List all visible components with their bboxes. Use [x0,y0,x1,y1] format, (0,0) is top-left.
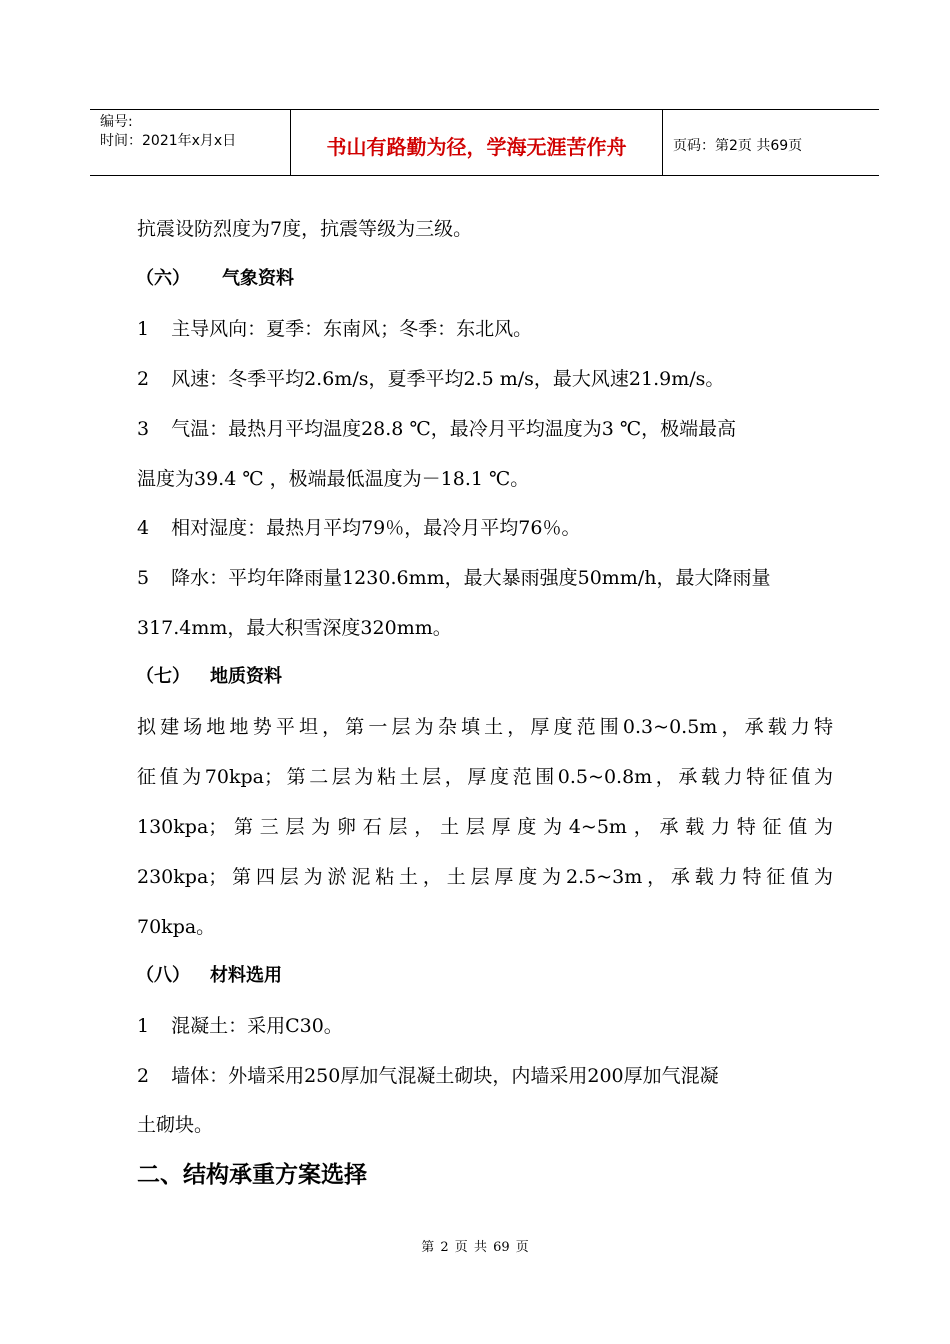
item-text: 相对湿度：最热月平均79％，最冷月平均76％。 [171,517,581,539]
geology-line-1: 拟建场地地势平坦，第一层为杂填土，厚度范围0.3~0.5m，承载力特 [137,716,833,738]
section-heading-8 [136,963,836,989]
list-item-precipitation [137,565,837,591]
section-number: （七） [136,666,190,687]
item-number: 1 [137,318,150,340]
item-text: 气温：最热月平均温度28.8 ℃，最冷月平均温度为3 ℃，极端最高 [171,418,737,440]
header-page-code: 页码：第2页 共69页 [673,137,803,154]
item-text: 降水：平均年降雨量1230.6mm，最大暴雨强度50mm/h，最大降雨量 [171,567,771,589]
section-title: 材料选用 [210,965,282,986]
list-item-temperature [137,416,837,442]
footer-gong: 共 [473,1240,487,1255]
section-number: （六） [136,268,190,289]
section-title: 地质资料 [210,666,282,687]
geology-line-3: 130kpa；第三层为卵石层，土层厚度为4~5m，承载力特征值为 [137,816,833,838]
item-text: 主导风向：夏季：东南风；冬季：东北风。 [171,318,533,340]
page-header [90,109,879,176]
item-number: 3 [137,418,150,440]
item-number: 2 [137,1065,150,1087]
footer-ye-end: 页 [515,1240,529,1255]
item-number: 1 [137,1015,150,1037]
footer-ye: 页 [454,1240,468,1255]
geology-line-5: 70kpa。 [137,916,216,938]
serial-label: 编号: [100,114,133,130]
item-text: 墙体：外墙采用250厚加气混凝土砌块，内墙采用200厚加气混凝 [171,1065,719,1087]
page-footer [0,1236,950,1255]
section-heading-7 [136,664,836,690]
footer-di: 第 [421,1240,435,1255]
footer-page-number: 2 [440,1240,449,1255]
list-item-concrete [137,1013,837,1039]
time-label: 时间：2021年x月x日 [100,133,237,149]
list-item-precipitation-cont: 317.4mm，最大积雪深度320mm。 [137,617,452,639]
item-number: 2 [137,368,150,390]
list-item-wind-speed [137,366,837,392]
item-text: 风速：冬季平均2.6m/s，夏季平均2.5 m/s，最大风速21.9m/s。 [171,368,725,390]
section-heading-6 [136,266,836,292]
item-number: 4 [137,517,150,539]
header-motto: 书山有路勤为径，学海无涯苦作舟 [291,110,663,175]
list-item-humidity [137,515,837,541]
chapter-heading-2: 二、结构承重方案选择 [137,1162,367,1188]
section-number: （八） [136,965,190,986]
list-item-temperature-cont: 温度为39.4 ℃ ，极端最低温度为－18.1 ℃。 [137,468,530,490]
geology-line-4: 230kpa；第四层为淤泥粘土，土层厚度为2.5~3m，承载力特征值为 [137,866,833,888]
paragraph-seismic: 抗震设防烈度为7度，抗震等级为三级。 [137,218,473,240]
list-item-wall [137,1063,837,1089]
list-item-wind-direction [137,316,837,342]
list-item-wall-cont: 土砌块。 [137,1114,214,1136]
item-number: 5 [137,567,150,589]
footer-total-pages: 69 [493,1240,510,1255]
item-text: 混凝土：采用C30。 [171,1015,343,1037]
header-meta [90,110,291,175]
section-title: 气象资料 [222,268,294,289]
geology-line-2: 征值为70kpa；第二层为粘土层，厚度范围0.5~0.8m，承载力特征值为 [137,766,833,788]
